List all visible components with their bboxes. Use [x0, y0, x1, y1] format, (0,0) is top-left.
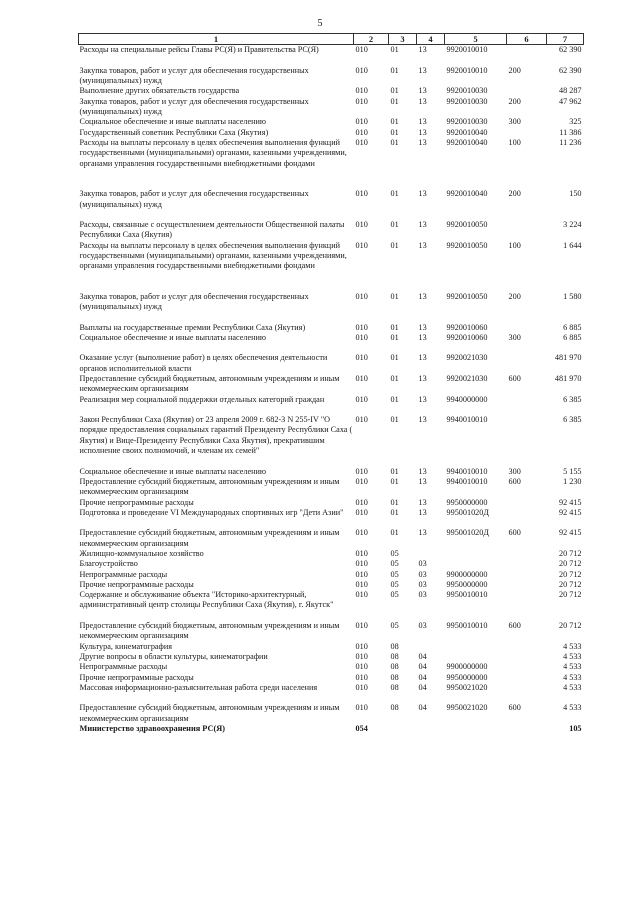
- row-description: Непрограммные расходы: [79, 569, 168, 579]
- row-amount: 5 155: [563, 466, 582, 476]
- column-header: 5: [445, 34, 507, 45]
- row-code-subsection: 03: [418, 621, 427, 631]
- row-code-expense-type: 300: [508, 466, 521, 476]
- row-code-expense-type: [507, 642, 547, 652]
- row-code-target: 9920010040: [446, 127, 488, 137]
- row-code-subsection: 13: [418, 333, 427, 343]
- row-code-ministry: 010: [355, 96, 368, 106]
- row-code-ministry: 010: [355, 651, 368, 661]
- row-amount: 481 970: [554, 353, 582, 363]
- row-description: Выполнение других обязательств государства: [79, 86, 240, 96]
- row-code-subsection: 13: [418, 373, 427, 383]
- table-row: [79, 559, 584, 569]
- row-description: Закон Республики Саха (Якутия) от 23 апреля 2009 г. 682-З N 255-IV "О порядке предоставления социальных гарантий Президенту Республики Саха ( Якутия) и Вице-Президенту Республики Саха Якутия), прекратившим исполнение своих полномочий, и членам их семей": [79, 415, 353, 456]
- row-code-target: 9950010010: [446, 621, 488, 631]
- row-code-section: 01: [390, 86, 399, 96]
- row-description: Прочие непрограммные расходы: [79, 579, 194, 589]
- row-code-ministry: 010: [355, 240, 368, 250]
- row-code-expense-type: 100: [508, 137, 521, 147]
- table-row: [79, 652, 584, 662]
- table-row: [79, 477, 584, 498]
- table-row: [79, 724, 584, 734]
- row-code-expense-type: [507, 559, 547, 569]
- row-description: Другие вопросы в области культуры, кинематографии: [79, 651, 268, 661]
- row-code-subsection: [417, 642, 445, 652]
- row-code-expense-type: 200: [508, 292, 521, 302]
- row-code-expense-type: [507, 549, 547, 559]
- row-code-ministry: 010: [355, 415, 368, 425]
- table-row: [79, 323, 584, 333]
- row-code-section: 01: [390, 45, 399, 55]
- table-row: [79, 220, 584, 241]
- row-description: Социальное обеспечение и иные выплаты населению: [79, 333, 266, 343]
- row-description: Закупка товаров, работ и услуг для обеспечения государственных (муниципальных) нужд: [79, 189, 309, 209]
- row-code-target: 9900000000: [446, 569, 488, 579]
- row-code-ministry: 010: [355, 549, 368, 558]
- column-header: 2: [354, 34, 389, 45]
- row-amount: 325: [569, 117, 582, 127]
- row-code-subsection: 04: [418, 662, 427, 672]
- table-row: [79, 374, 584, 395]
- row-code-subsection: 13: [418, 353, 427, 363]
- row-code-expense-type: [507, 498, 547, 508]
- row-code-ministry: 010: [355, 333, 368, 343]
- table-row: [79, 580, 584, 590]
- row-code-expense-type: [507, 323, 547, 333]
- row-description: Государственный советник Республики Саха (Якутия): [79, 127, 269, 137]
- row-amount: 1 230: [563, 476, 582, 486]
- row-code-subsection: 13: [418, 137, 427, 147]
- row-code-section: 01: [390, 322, 399, 332]
- row-code-ministry: 010: [355, 292, 368, 302]
- row-code-section: 01: [390, 497, 399, 507]
- row-code-section: 05: [390, 590, 399, 600]
- row-code-target: 9920021030: [446, 353, 488, 363]
- row-code-target: 9950021020: [446, 703, 488, 713]
- row-code-subsection: 04: [418, 682, 427, 692]
- row-description: Социальное обеспечение и иные выплаты населению: [79, 466, 266, 476]
- row-code-target: [445, 642, 507, 652]
- row-code-expense-type: 600: [508, 621, 521, 631]
- row-code-subsection: 13: [418, 497, 427, 507]
- row-description: Предоставление субсидий бюджетным, автономным учреждениям и иным некоммерческим организациям: [79, 373, 340, 394]
- row-code-expense-type: [507, 86, 547, 96]
- row-code-subsection: 03: [418, 579, 427, 589]
- row-code-section: 01: [390, 137, 399, 147]
- row-code-expense-type: [507, 128, 547, 138]
- row-description: Закупка товаров, работ и услуг для обеспечения государственных (муниципальных) нужд: [79, 292, 309, 312]
- row-code-expense-type: [507, 220, 547, 241]
- row-code-subsection: 13: [418, 189, 427, 199]
- row-code-subsection: 13: [418, 394, 427, 404]
- row-code-ministry: 054: [355, 724, 368, 734]
- row-code-ministry: 010: [355, 65, 368, 75]
- row-amount: 11 386: [559, 127, 582, 137]
- row-code-ministry: 010: [355, 220, 368, 230]
- row-code-subsection: 04: [418, 651, 427, 661]
- row-code-section: 01: [390, 373, 399, 383]
- row-amount: 6 885: [563, 333, 582, 343]
- row-code-expense-type: 200: [508, 65, 521, 75]
- row-description: Предоставление субсидий бюджетным, автономным учреждениям и иным некоммерческим организациям: [79, 621, 340, 641]
- row-code-subsection: 13: [418, 220, 427, 230]
- row-code-section: 08: [390, 703, 399, 713]
- column-header: 3: [389, 34, 417, 45]
- row-description: Реализация мер социальной поддержки отдельных категорий граждан: [79, 394, 325, 404]
- row-code-expense-type: 100: [508, 240, 521, 250]
- row-code-ministry: 010: [355, 466, 368, 476]
- row-code-target: 9920010030: [446, 96, 488, 106]
- row-code-target: 9920010040: [446, 137, 488, 147]
- table-row: [79, 673, 584, 683]
- row-code-ministry: 010: [355, 45, 368, 55]
- table-row: [79, 241, 584, 293]
- row-code-subsection: 13: [418, 466, 427, 476]
- row-code-section: 01: [390, 528, 399, 538]
- row-amount: 11 236: [559, 137, 582, 147]
- row-code-section: 01: [390, 394, 399, 404]
- row-code-expense-type: [507, 652, 547, 662]
- row-amount: 105: [569, 724, 582, 734]
- row-description: Предоставление субсидий бюджетным, автономным учреждениям и иным некоммерческим организациям: [79, 476, 340, 497]
- budget-table: [78, 33, 584, 734]
- row-code-expense-type: [507, 415, 547, 467]
- row-code-target: 9950010010: [446, 590, 488, 600]
- table-row: [79, 662, 584, 672]
- row-amount: 3 224: [563, 220, 582, 230]
- row-code-section: 01: [390, 353, 399, 363]
- row-amount: 1 644: [563, 240, 582, 250]
- row-description: Жилищно-коммунальное хозяйство: [79, 549, 204, 558]
- table-row: [79, 528, 584, 549]
- row-code-target: 9950000000: [446, 579, 488, 589]
- row-code-expense-type: [507, 508, 547, 529]
- row-code-target: 9920010050: [446, 220, 488, 230]
- row-code-subsection: 13: [418, 127, 427, 137]
- row-code-section: 01: [390, 127, 399, 137]
- column-header: 1: [79, 34, 354, 45]
- row-code-section: 01: [390, 189, 399, 199]
- row-code-target: 9920010030: [446, 86, 488, 96]
- row-code-ministry: 010: [355, 137, 368, 147]
- row-code-subsection: 03: [418, 559, 427, 569]
- row-description: Оказание услуг (выполнение работ) в целях обеспечения деятельности органов исполнительной власти: [79, 353, 328, 373]
- row-code-target: 9920010060: [446, 322, 488, 332]
- table-row: [79, 333, 584, 353]
- row-code-target: 995001020Д: [446, 528, 489, 538]
- row-code-expense-type: [507, 683, 547, 704]
- row-code-section: 01: [390, 117, 399, 127]
- row-description: Культура, кинематография: [79, 641, 172, 651]
- row-description: Расходы, связанные с осуществлением деятельности Общественной палаты Республики Саха (Якутия): [79, 220, 345, 240]
- row-code-expense-type: [507, 353, 547, 374]
- row-code-section: 05: [390, 621, 399, 631]
- table-row: [79, 138, 584, 190]
- column-header: 6: [507, 34, 547, 45]
- table-row: [79, 86, 584, 96]
- table-body: [79, 45, 584, 735]
- row-code-target: 9920010040: [446, 189, 488, 199]
- table-row: [79, 97, 584, 118]
- row-code-expense-type: 600: [508, 528, 521, 538]
- row-code-section: 01: [390, 65, 399, 75]
- row-code-expense-type: [507, 45, 547, 66]
- row-description: Расходы на выплаты персоналу в целях обеспечения выполнения функций государственными (муниципальными) органами, казенными учреждениями, органами управления государственными внебюджетными фондами: [79, 240, 347, 271]
- row-amount: 92 415: [558, 507, 582, 517]
- row-code-ministry: 010: [355, 86, 368, 96]
- row-code-subsection: 13: [418, 45, 427, 55]
- table-row: [79, 590, 584, 621]
- row-description: Министерство здравоохранения РС(Я): [79, 724, 225, 734]
- row-code-ministry: 010: [355, 703, 368, 713]
- row-code-target: 9940010010: [446, 466, 488, 476]
- row-amount: 92 415: [558, 528, 582, 538]
- row-code-section: 05: [390, 569, 399, 579]
- row-description: Непрограммные расходы: [79, 662, 168, 672]
- table-row: [79, 570, 584, 580]
- row-code-expense-type: 300: [508, 117, 521, 127]
- row-code-section: 08: [390, 662, 399, 672]
- row-code-target: [445, 652, 507, 662]
- row-code-subsection: 13: [418, 507, 427, 517]
- row-code-subsection: 13: [418, 240, 427, 250]
- row-amount: 48 287: [558, 86, 582, 96]
- row-code-ministry: 010: [355, 353, 368, 363]
- row-amount: 20 712: [558, 621, 582, 631]
- row-code-subsection: 13: [418, 415, 427, 425]
- row-code-ministry: 010: [355, 672, 368, 682]
- row-code-subsection: 13: [418, 96, 427, 106]
- row-code-ministry: 010: [355, 621, 368, 631]
- row-code-target: 9920010030: [446, 117, 488, 127]
- row-code-ministry: 010: [355, 559, 368, 569]
- row-code-section: 01: [390, 466, 399, 476]
- row-code-subsection: 13: [418, 117, 427, 127]
- row-description: Содержание и обслуживание объекта "Историко-архитектурный, административный центр столицы Республики Саха (Якутия), г. Якутск": [79, 590, 334, 610]
- row-code-target: 9940010010: [446, 476, 488, 486]
- row-code-ministry: 010: [355, 373, 368, 383]
- row-code-target: 9940000000: [446, 394, 488, 404]
- row-code-section: 01: [390, 333, 399, 343]
- row-amount: 6 385: [563, 415, 582, 425]
- table-row: [79, 498, 584, 508]
- row-code-ministry: 010: [355, 127, 368, 137]
- row-amount: 150: [569, 189, 582, 199]
- table-row: [79, 508, 584, 529]
- row-code-target: 9920010060: [446, 333, 488, 343]
- row-description: Закупка товаров, работ и услуг для обеспечения государственных (муниципальных) нужд: [79, 96, 309, 117]
- row-amount: 92 415: [558, 497, 582, 507]
- row-amount: 62 390: [558, 45, 582, 55]
- column-header: 7: [547, 34, 584, 45]
- row-code-target: 9920010050: [446, 240, 488, 250]
- table-row: [79, 117, 584, 127]
- row-code-section: 01: [390, 292, 399, 302]
- row-description: Социальное обеспечение и иные выплаты населению: [79, 117, 266, 127]
- row-code-ministry: 010: [355, 641, 368, 651]
- row-code-section: 01: [390, 240, 399, 250]
- row-code-expense-type: 200: [508, 96, 521, 106]
- row-amount: 47 962: [558, 96, 582, 106]
- row-code-target: [445, 549, 507, 559]
- row-code-target: 9950000000: [446, 672, 488, 682]
- row-code-expense-type: [507, 590, 547, 621]
- table-row: [79, 703, 584, 724]
- row-code-subsection: [417, 724, 445, 734]
- row-code-subsection: 04: [418, 672, 427, 682]
- row-code-ministry: 010: [355, 682, 368, 692]
- row-description: Расходы на выплаты персоналу в целях обеспечения выполнения функций государственными (муниципальными) органами, казенными учреждениями, органами управления государственными внебюджетными фондами: [79, 137, 347, 168]
- row-code-expense-type: [507, 570, 547, 580]
- row-code-subsection: 13: [418, 322, 427, 332]
- table-row: [79, 128, 584, 138]
- row-amount: 20 712: [558, 569, 582, 579]
- row-code-ministry: 010: [355, 476, 368, 486]
- row-code-subsection: 13: [418, 86, 427, 96]
- row-code-section: 05: [390, 549, 399, 558]
- row-code-subsection: 13: [418, 476, 427, 486]
- row-code-section: 01: [390, 507, 399, 517]
- row-amount: 62 390: [558, 65, 582, 75]
- row-description: Предоставление субсидий бюджетным, автономным учреждениям и иным некоммерческим организациям: [79, 528, 340, 548]
- row-amount: 6 385: [563, 394, 582, 404]
- row-description: Подготовка и проведение VI Международных спортивных игр "Дети Азии": [79, 507, 344, 517]
- row-amount: 4 533: [563, 703, 582, 713]
- table-row: [79, 45, 584, 66]
- row-code-section: 05: [390, 559, 399, 569]
- row-code-target: [445, 559, 507, 569]
- column-header: 4: [417, 34, 445, 45]
- row-amount: 1 580: [563, 292, 582, 302]
- row-code-expense-type: 300: [508, 333, 521, 343]
- table-row: [79, 683, 584, 704]
- row-code-ministry: 010: [355, 579, 368, 589]
- row-code-section: 08: [390, 672, 399, 682]
- table-header-row: [79, 34, 584, 45]
- table-row: [79, 353, 584, 374]
- row-code-expense-type: 600: [508, 476, 521, 486]
- row-code-section: 08: [390, 641, 399, 651]
- row-amount: 6 885: [563, 322, 582, 332]
- row-code-target: [445, 724, 507, 734]
- row-description: Массовая информационно-разъяснительная работа среди населения: [79, 682, 318, 692]
- row-code-subsection: 03: [418, 569, 427, 579]
- row-code-target: 9950000000: [446, 497, 488, 507]
- row-amount: 20 712: [558, 579, 582, 589]
- row-code-section: [389, 724, 417, 734]
- row-amount: 20 712: [558, 559, 582, 569]
- row-description: Закупка товаров, работ и услуг для обеспечения государственных (муниципальных) нужд: [79, 65, 309, 86]
- row-amount: 4 533: [563, 672, 582, 682]
- row-code-section: 08: [390, 682, 399, 692]
- row-description: Выплаты на государственные премии Республики Саха (Якутия): [79, 322, 306, 332]
- row-code-section: 05: [390, 579, 399, 589]
- row-code-subsection: 04: [418, 703, 427, 713]
- row-code-target: 9900000000: [446, 662, 488, 672]
- row-amount: 4 533: [563, 641, 582, 651]
- row-amount: 20 712: [558, 590, 582, 600]
- row-description: Предоставление субсидий бюджетным, автономным учреждениям и иным некоммерческим организациям: [79, 703, 340, 723]
- row-code-ministry: 010: [355, 662, 368, 672]
- row-code-subsection: 13: [418, 292, 427, 302]
- row-code-section: 01: [390, 96, 399, 106]
- row-description: Благоустройство: [79, 559, 138, 569]
- row-code-expense-type: [507, 580, 547, 590]
- row-code-target: 9950021020: [446, 682, 488, 692]
- row-description: Прочие непрограммные расходы: [79, 672, 194, 682]
- row-amount: 4 533: [563, 682, 582, 692]
- row-code-ministry: 010: [355, 394, 368, 404]
- row-code-section: 01: [390, 220, 399, 230]
- row-code-ministry: 010: [355, 497, 368, 507]
- row-code-subsection: 13: [418, 65, 427, 75]
- table-row: [79, 642, 584, 652]
- row-code-ministry: 010: [355, 569, 368, 579]
- row-code-section: 01: [390, 415, 399, 425]
- row-code-target: 9920021030: [446, 373, 488, 383]
- table-row: [79, 66, 584, 87]
- row-code-target: 995001020Д: [446, 507, 489, 517]
- table-row: [79, 621, 584, 642]
- row-description: Прочие непрограммные расходы: [79, 497, 194, 507]
- row-code-expense-type: 200: [508, 189, 521, 199]
- row-code-expense-type: [507, 395, 547, 416]
- row-description: Расходы на специальные рейсы Главы РС(Я) и Правительства РС(Я): [79, 45, 319, 55]
- row-amount: 4 533: [563, 662, 582, 672]
- row-code-ministry: 010: [355, 507, 368, 517]
- row-code-section: 08: [390, 651, 399, 661]
- row-code-target: 9920010010: [446, 45, 488, 55]
- row-code-ministry: 010: [355, 528, 368, 538]
- row-amount: 4 533: [563, 651, 582, 661]
- row-code-section: 01: [390, 476, 399, 486]
- table-row: [79, 395, 584, 416]
- row-code-expense-type: 600: [508, 373, 521, 383]
- table-row: [79, 292, 584, 323]
- table-row: [79, 189, 584, 220]
- row-code-ministry: 010: [355, 590, 368, 600]
- row-amount: 481 970: [554, 373, 582, 383]
- table-row: [79, 467, 584, 477]
- row-code-subsection: [417, 549, 445, 559]
- row-code-ministry: 010: [355, 189, 368, 199]
- row-code-subsection: 03: [418, 590, 427, 600]
- row-code-expense-type: [507, 662, 547, 672]
- page-number: 5: [317, 18, 323, 29]
- row-code-expense-type: 600: [508, 703, 521, 713]
- row-code-expense-type: [507, 673, 547, 683]
- row-code-target: 9920010050: [446, 292, 488, 302]
- row-code-target: 9940010010: [446, 415, 488, 425]
- table-row: [79, 415, 584, 467]
- row-amount: 20 712: [558, 549, 582, 558]
- row-code-ministry: 010: [355, 117, 368, 127]
- row-code-subsection: 13: [418, 528, 427, 538]
- row-code-target: 9920010010: [446, 65, 488, 75]
- row-code-ministry: 010: [355, 322, 368, 332]
- row-code-expense-type: [507, 724, 547, 734]
- table-row: [79, 549, 584, 559]
